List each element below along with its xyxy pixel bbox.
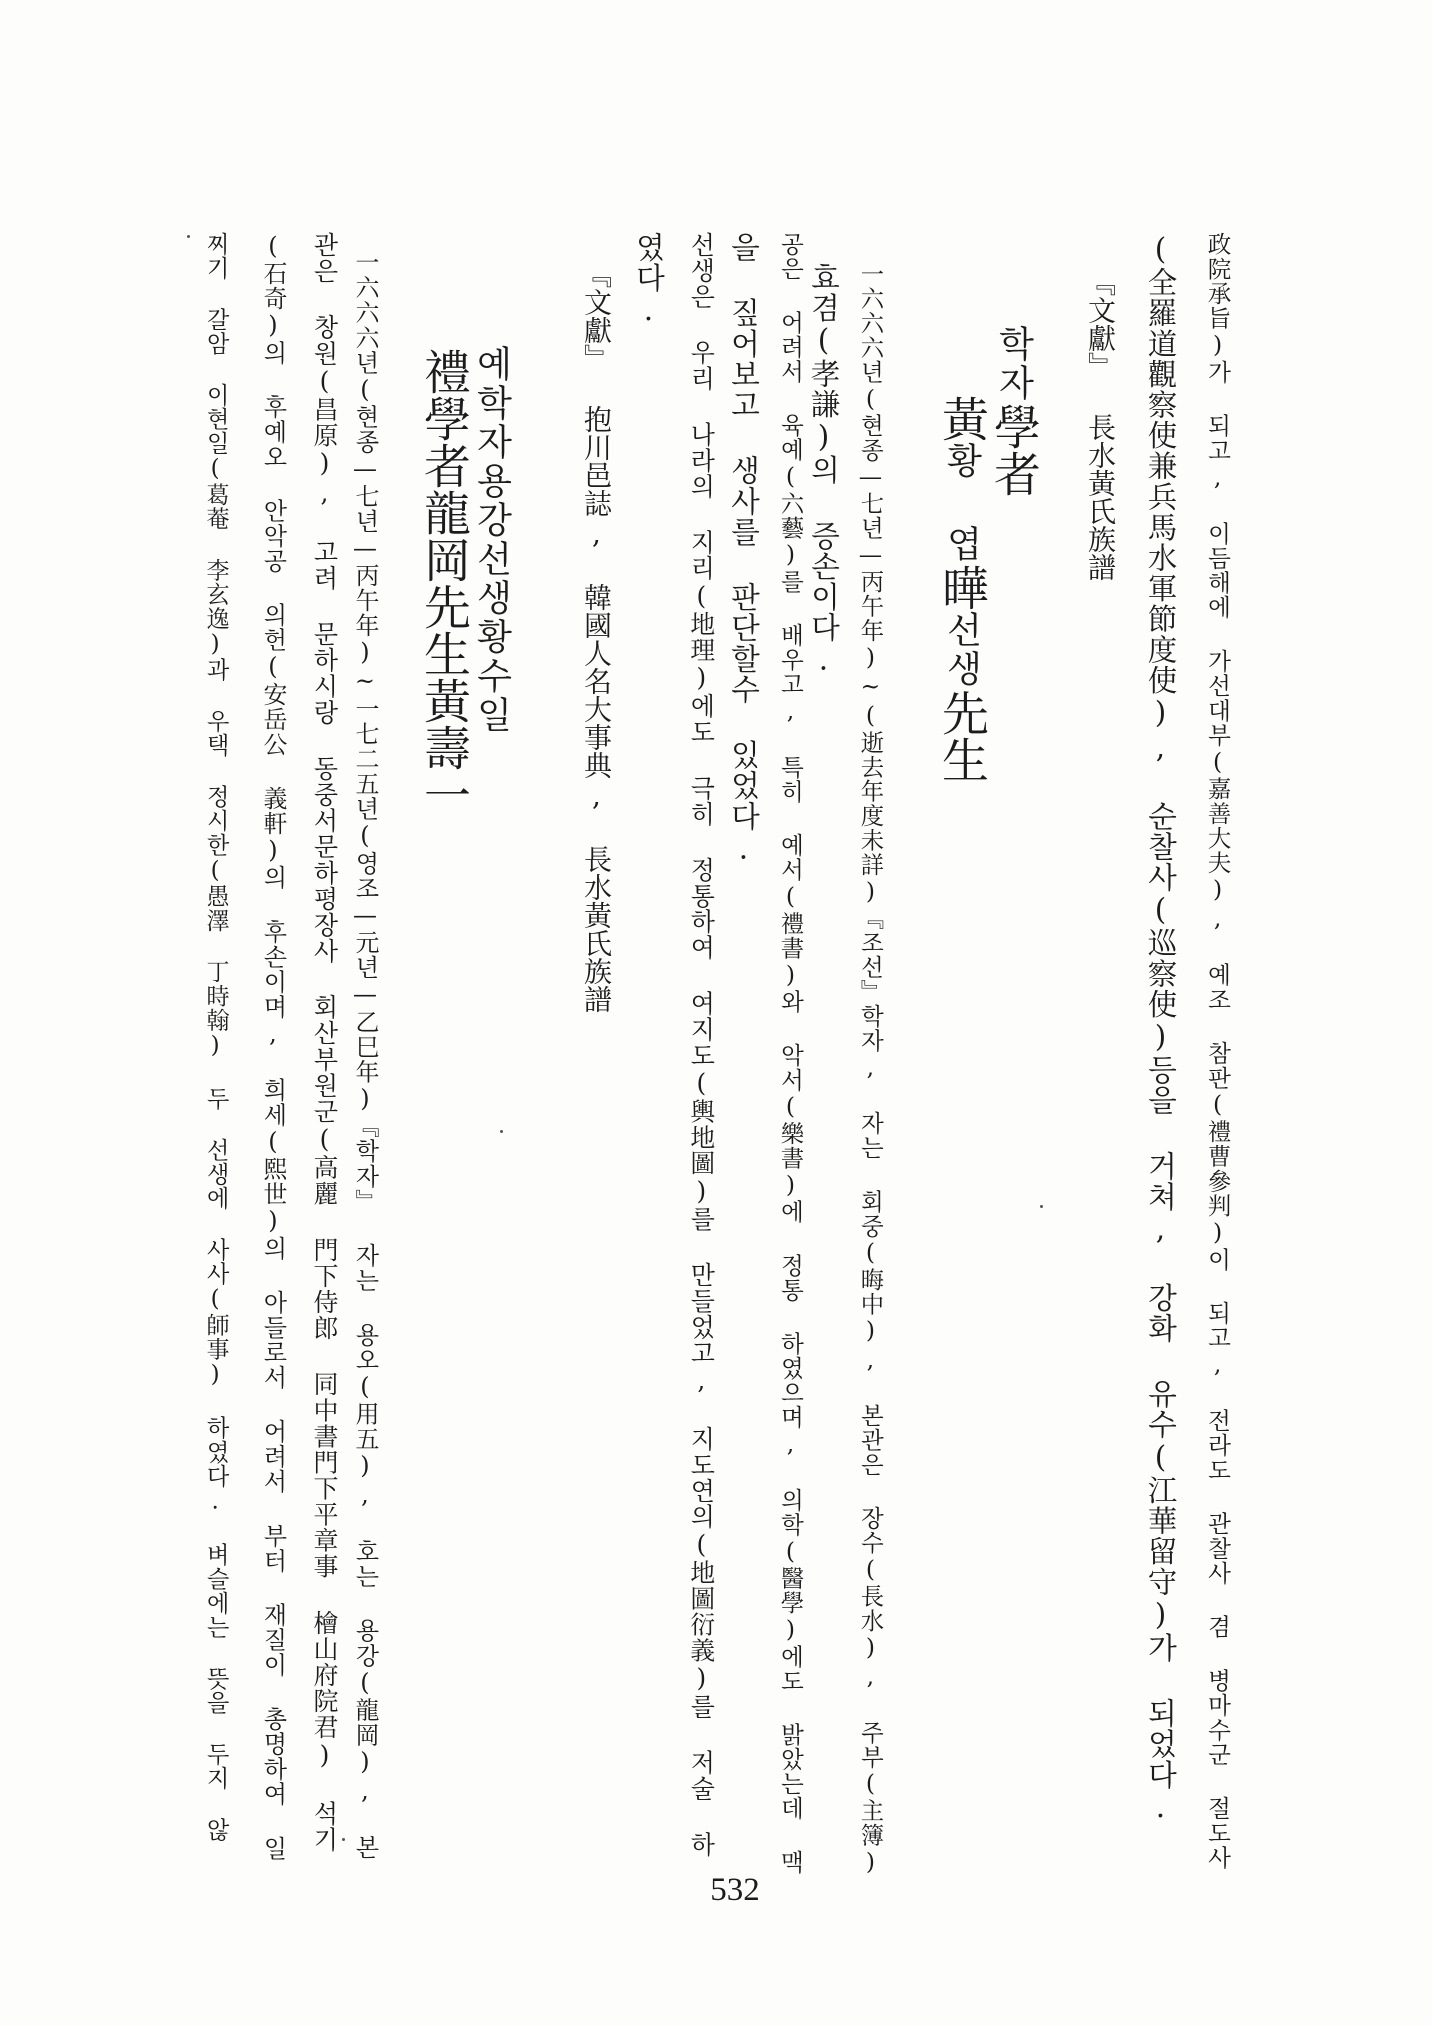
entry-2-line-1: 一六六六년(현종—七년—丙午年)~一七二五년(영조—元년—乙巳年)『학자』 자는 용오(用五), 호는 용강(龍岡), 본 — [350, 250, 379, 1860]
entry-1-line-2: 효겸(孝謙)의 증손이다. — [806, 262, 841, 678]
entry-1-title-surname: 黃 — [934, 395, 989, 442]
entry-1-title-name: 曄 — [934, 564, 989, 611]
previous-entry-references: 『文獻』 長水黃氏族譜 — [1084, 268, 1117, 581]
entry-2-title-name-gloss: 용강 — [471, 462, 512, 540]
entry-2-line-4: 찌기 갈암 이현일(葛菴 李玄逸)과 우택 정시한(愚澤 丁時翰) 두 선생에 사사(師事) 하였다. 벼슬에는 뜻을 두지 않 — [202, 232, 229, 1842]
entry-2-title-role: 禮學者 — [416, 348, 471, 489]
scan-speck — [500, 1130, 503, 1133]
entry-1-title-gloss: 학자 — [993, 325, 1034, 403]
entry-1-title-honorific-gloss: 선생 — [941, 611, 982, 689]
page-number: 532 — [710, 1872, 760, 1908]
entry-2-title-honorific: 先生 — [416, 583, 471, 677]
entry-1-title-role: 學者 — [986, 403, 1041, 497]
entry-1-line-5: 선생은 우리 나라의 지리(地理)에도 극히 정통하여 여지도(輿地圖)를 만들었고, 지도연의(地圖衍義)를 저술 하 — [686, 232, 716, 1858]
entry-1-line-4: 을 짚어보고 생사를 판단할수 있었다. — [726, 232, 761, 867]
entry-2-title-person: 黃壽一 — [416, 677, 471, 818]
entry-1-title-honorific: 先生 — [934, 689, 989, 783]
entry-2-title-gloss: 예학자 — [471, 345, 512, 462]
previous-entry-line-1: 政院承旨)가 되고, 이듬해에 가선대부(嘉善大夫), 예조 참판(禮曹參判)이 되고, 전라도 관찰사 겸 병마수군 절도사 — [1203, 232, 1232, 1870]
entry-1-title-line-2 — [934, 395, 989, 783]
entry-2-title-line-1b — [416, 348, 471, 818]
entry-2-line-3: (石奇)의 후예오 안악공 의헌(安岳公 義軒)의 후손이며, 희세(熙世)의 아들로서 어려서 부터 재질이 총명하여 일 — [258, 232, 287, 1861]
entry-2-title-person-gloss: 황수일 — [471, 618, 512, 735]
entry-1-title-line-1 — [986, 325, 1041, 497]
entry-1-line-1: 一六六六년(현종—七년—丙午年)~(逝去年度未詳)『조선』학자, 자는 회중(晦中), 본관은 장수(長水), 주부(主簿) — [856, 262, 885, 1877]
entry-2-title-name: 龍岡 — [416, 489, 471, 583]
entry-2-title-honorific-gloss: 선생 — [471, 540, 512, 618]
entry-1-line-6: 였다. — [631, 232, 666, 329]
entry-2-title-line-1a — [468, 345, 515, 735]
entry-1-references: 『文獻』 抱川邑誌, 韓國人名大事典, 長水黃氏族譜 — [580, 260, 613, 1013]
previous-entry-line-2: (全羅道觀察使兼兵馬水軍節度使), 순찰사(巡察使)등을 거쳐, 강화 유수(江華留守)가 되었다. — [1143, 232, 1178, 1825]
scan-speck — [187, 235, 190, 238]
entry-1-line-3: 공은 어려서 육예(六藝)를 배우고, 특히 예서(禮書)와 악서(樂書)에 정통 하였으며, 의학(醫學)에도 밝았는데 맥 — [776, 232, 805, 1875]
scan-speck — [1040, 1205, 1043, 1208]
scan-speck — [342, 1838, 345, 1841]
entry-1-title-name-gloss: 황 엽 — [941, 442, 982, 564]
entry-2-line-2: 관은 창원(昌原), 고려 문하시랑 동중서문하평장사 회산부원군(高麗 門下侍郎 同中書門下平章事 檜山府院君) 석기 — [309, 232, 339, 1853]
